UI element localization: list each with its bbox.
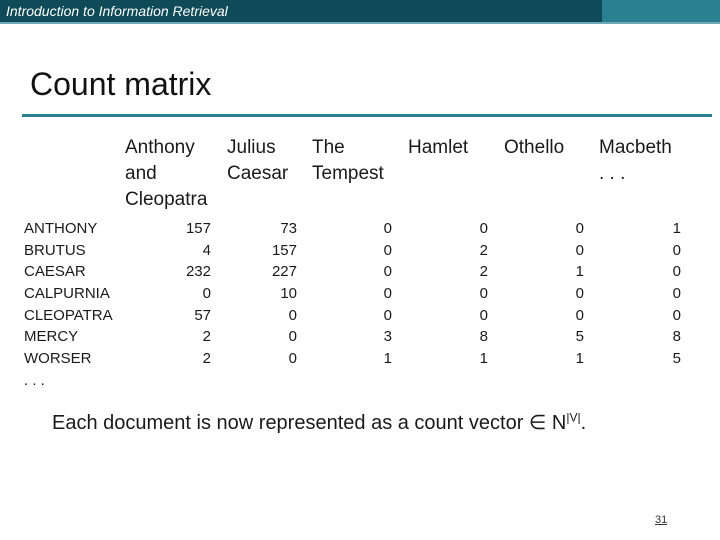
cell: 1 [672,220,681,237]
cell: 0 [672,263,681,281]
cell: 0 [479,306,488,324]
summary-superscript: |V| [566,410,581,425]
cell: 0 [479,285,488,303]
summary-main: Each document is now represented as a count vector ∈ N [52,412,567,434]
column-header-julius-caesar: Julius Caesar [227,137,289,184]
cell: 0 [672,285,681,303]
column-julius-caesar [257,218,297,370]
cell: 2 [202,328,211,346]
row-label: WORSER [24,350,92,368]
cell: 73 [280,220,297,237]
row-label: CAESAR [24,263,86,281]
row-label: CLEOPATRA [24,306,113,324]
cell: 1 [479,350,488,368]
cell: 0 [288,350,297,368]
cell: 0 [672,306,681,324]
row-label: ANTHONY [24,220,98,237]
summary-end: . [580,412,587,434]
cell: 0 [202,285,211,303]
cell: 1 [575,350,584,368]
cell: 157 [185,220,211,237]
header-bar [0,0,720,22]
cell: 0 [383,285,392,303]
cell: 0 [383,306,392,324]
cell: 8 [672,328,681,346]
cell: 0 [383,241,392,259]
column-macbeth [641,218,681,370]
cell: 5 [575,328,584,346]
column-header-macbeth: Macbeth . . . [599,137,672,184]
cell: 8 [479,328,488,346]
title-underline [22,114,712,117]
cell: 0 [575,285,584,303]
cell: 10 [280,285,297,303]
header-accent [602,0,720,22]
column-header-anthony-and-cleopatra: Anthony and Cleopatra [125,137,208,210]
cell: 0 [672,241,681,259]
cell: 232 [185,263,211,281]
slide-title: Count matrix [30,66,212,102]
cell: 0 [383,263,392,281]
column-header-the-tempest: The Tempest [312,137,384,184]
cell: 2 [479,241,488,259]
cell: 1 [383,350,392,368]
row-labels [24,218,113,392]
course-title: Introduction to Information Retrieval [6,3,228,19]
cell: 2 [202,350,211,368]
column-othello [544,218,584,370]
cell: 2 [479,263,488,281]
cell: 0 [575,241,584,259]
page-number: 31 [655,514,668,526]
row-label: . . . [24,371,45,389]
header-rule [0,22,720,24]
cell: 0 [575,306,584,324]
column-header-othello: Othello [504,137,565,158]
cell: 1 [575,263,584,281]
cell: 0 [288,306,297,324]
cell: 5 [672,350,681,368]
cell: 0 [383,220,392,237]
column-the-tempest [352,218,392,370]
row-label: BRUTUS [24,241,86,259]
cell: 3 [383,328,392,346]
column-hamlet [448,218,488,370]
cell: 0 [575,220,584,237]
cell: 0 [288,328,297,346]
cell: 227 [271,263,297,281]
cell: 0 [479,220,488,237]
column-header-hamlet: Hamlet [408,137,469,158]
summary-text [52,410,586,435]
cell: 57 [194,306,211,324]
row-label: MERCY [24,328,79,346]
row-label: CALPURNIA [24,285,110,303]
column-anthony-and-cleopatra [171,218,211,370]
cell: 4 [202,241,211,259]
cell: 157 [271,241,297,259]
